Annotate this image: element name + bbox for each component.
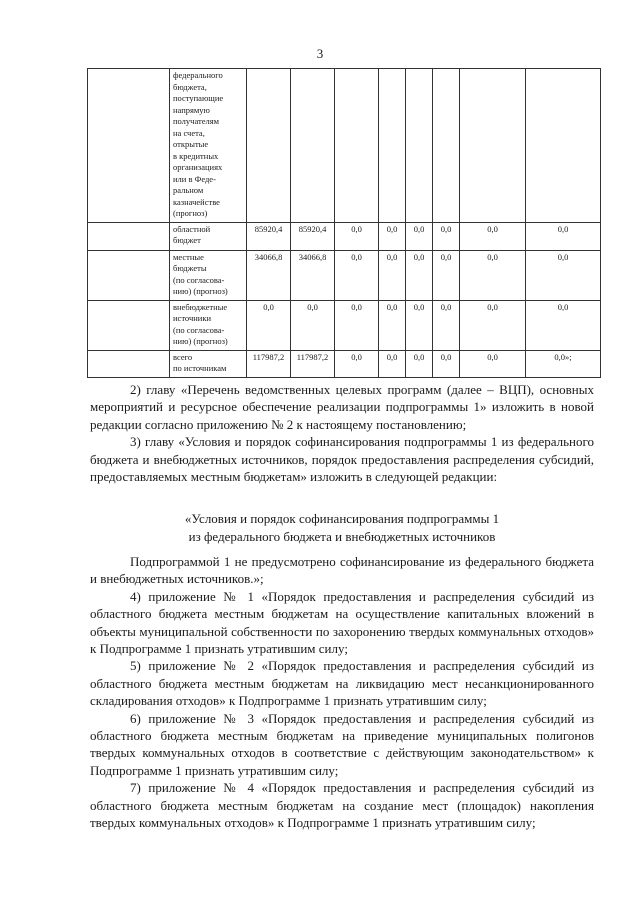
table-cell-value — [291, 69, 335, 223]
table-row — [88, 350, 601, 377]
table-cell-empty — [88, 350, 170, 377]
table-cell-value: 0,0 — [335, 350, 379, 377]
table-cell-value — [460, 69, 526, 223]
table-cell-value: 0,0 — [247, 300, 291, 350]
page-number: 3 — [316, 46, 324, 61]
table-cell-source — [170, 250, 247, 300]
budget-table — [87, 68, 601, 378]
table-cell-source — [170, 300, 247, 350]
table-cell-value: 0,0 — [526, 222, 601, 250]
table-cell-empty — [88, 69, 170, 223]
paragraph-no-cofinancing: Подпрограммой 1 не предусмотрено софинансирование из федерального бюджета и внебюджетных источников.»; — [90, 554, 594, 587]
table-cell-value: 0,0 — [335, 222, 379, 250]
table-cell-value: 34066,8 — [247, 250, 291, 300]
table-row — [88, 69, 601, 223]
table-cell-value: 85920,4 — [291, 222, 335, 250]
table-cell-value: 0,0 — [460, 350, 526, 377]
table-cell-value — [526, 69, 601, 223]
table-row — [88, 222, 601, 250]
table-cell-source — [170, 69, 247, 223]
table-cell-value: 0,0 — [379, 350, 406, 377]
section-title — [90, 510, 594, 546]
table-row — [88, 250, 601, 300]
table-cell-value: 0,0 — [406, 250, 433, 300]
table-cell-empty — [88, 300, 170, 350]
paragraph-item-2: 2) главу «Перечень ведомственных целевых программ (далее – ВЦП), основных мероприятий и ресурсное обеспечение реализации подпрограммы 1» изложить в новой редакции согласно приложению № 2 к настоящему постановлению; — [90, 382, 594, 432]
section-title-line1: «Условия и порядок софинансирования подпрограммы 1 — [184, 511, 500, 526]
table-cell-value: 85920,4 — [247, 222, 291, 250]
table-cell-value: 0,0 — [335, 250, 379, 300]
table-cell-value: 0,0 — [433, 250, 460, 300]
table-cell-source — [170, 222, 247, 250]
table-cell-value: 0,0 — [460, 222, 526, 250]
section-title-line2: из федерального бюджета и внебюджетных источников — [188, 529, 496, 544]
table-cell-value: 117987,2 — [247, 350, 291, 377]
table-cell-value: 0,0 — [379, 300, 406, 350]
table-cell-value: 0,0 — [379, 222, 406, 250]
paragraph-item-7: 7) приложение № 4 «Порядок предоставления и распределения субсидий из областного бюджета местным бюджетам на создание мест (площадок) накопления твердых коммунальных отходов» к Подпрограмме 1 признать утратившим силу; — [90, 780, 594, 831]
table-cell-value: 0,0 — [335, 300, 379, 350]
table-cell-value: 0,0»; — [526, 350, 601, 377]
paragraph-item-5: 5) приложение № 2 «Порядок предоставления и распределения субсидий из областного бюджета местным бюджетам на ликвидацию мест несанкционированного складирования отходов» к Подпрограмме 1 признать утратившим силу; — [90, 658, 594, 709]
paragraph-item-3: 3) главу «Условия и порядок софинансирования подпрограммы 1 из федерального бюджета и внебюджетных источников, порядок предоставления распределения субсидий, предоставляемых местным бюджетам» изложить в следующей редакции: — [90, 434, 594, 485]
table-cell-value: 0,0 — [406, 222, 433, 250]
table-cell-value: 34066,8 — [291, 250, 335, 300]
source-label: внебюджетные источники (по согласова- нию) (прогноз) — [173, 301, 228, 346]
table-cell-source — [170, 350, 247, 377]
paragraphs-block-2 — [90, 553, 594, 832]
source-label: всего по источникам — [173, 351, 227, 373]
table-cell-value: 0,0 — [433, 222, 460, 250]
source-label: федерального бюджета, поступающие напрямую получателям на счета, открытые в кредитных организациях или в Феде- ральном казначействе (прогноз) — [173, 70, 224, 218]
table-cell-value: 0,0 — [526, 300, 601, 350]
table-cell-empty — [88, 250, 170, 300]
table-cell-value: 0,0 — [433, 350, 460, 377]
source-label: местные бюджеты (по согласова- нию) (прогноз) — [173, 251, 228, 296]
table-row — [88, 300, 601, 350]
paragraph-item-4: 4) приложение № 1 «Порядок предоставления и распределения субсидий из областного бюджета местным бюджетам на осуществление капитальных вложений в объекты муниципальной собственности по захоронению твердых коммунальных отходов» к Подпрограмме 1 признать утратившим силу; — [90, 588, 594, 657]
table-cell-value: 0,0 — [526, 250, 601, 300]
table-cell-value: 0,0 — [291, 300, 335, 350]
table-cell-value: 0,0 — [460, 300, 526, 350]
paragraph-item-6: 6) приложение № 3 «Порядок предоставления и распределения субсидий из областного бюджета местным бюджетам на приведение муниципальных полигонов твердых коммунальных отходов в соответствие с действующим законодательством» к Подпрограмме 1 признать утратившим силу; — [90, 710, 594, 778]
table-cell-value — [379, 69, 406, 223]
table-cell-value: 0,0 — [406, 350, 433, 377]
table-cell-value: 0,0 — [406, 300, 433, 350]
table-cell-value — [335, 69, 379, 223]
source-label: областной бюджет — [173, 223, 211, 245]
table-cell-empty — [88, 222, 170, 250]
table-cell-value — [406, 69, 433, 223]
paragraphs-block-1 — [90, 381, 594, 485]
table-cell-value: 0,0 — [433, 300, 460, 350]
table-cell-value: 117987,2 — [291, 350, 335, 377]
table-cell-value: 0,0 — [460, 250, 526, 300]
table-cell-value: 0,0 — [379, 250, 406, 300]
table-cell-value — [247, 69, 291, 223]
table-cell-value — [433, 69, 460, 223]
